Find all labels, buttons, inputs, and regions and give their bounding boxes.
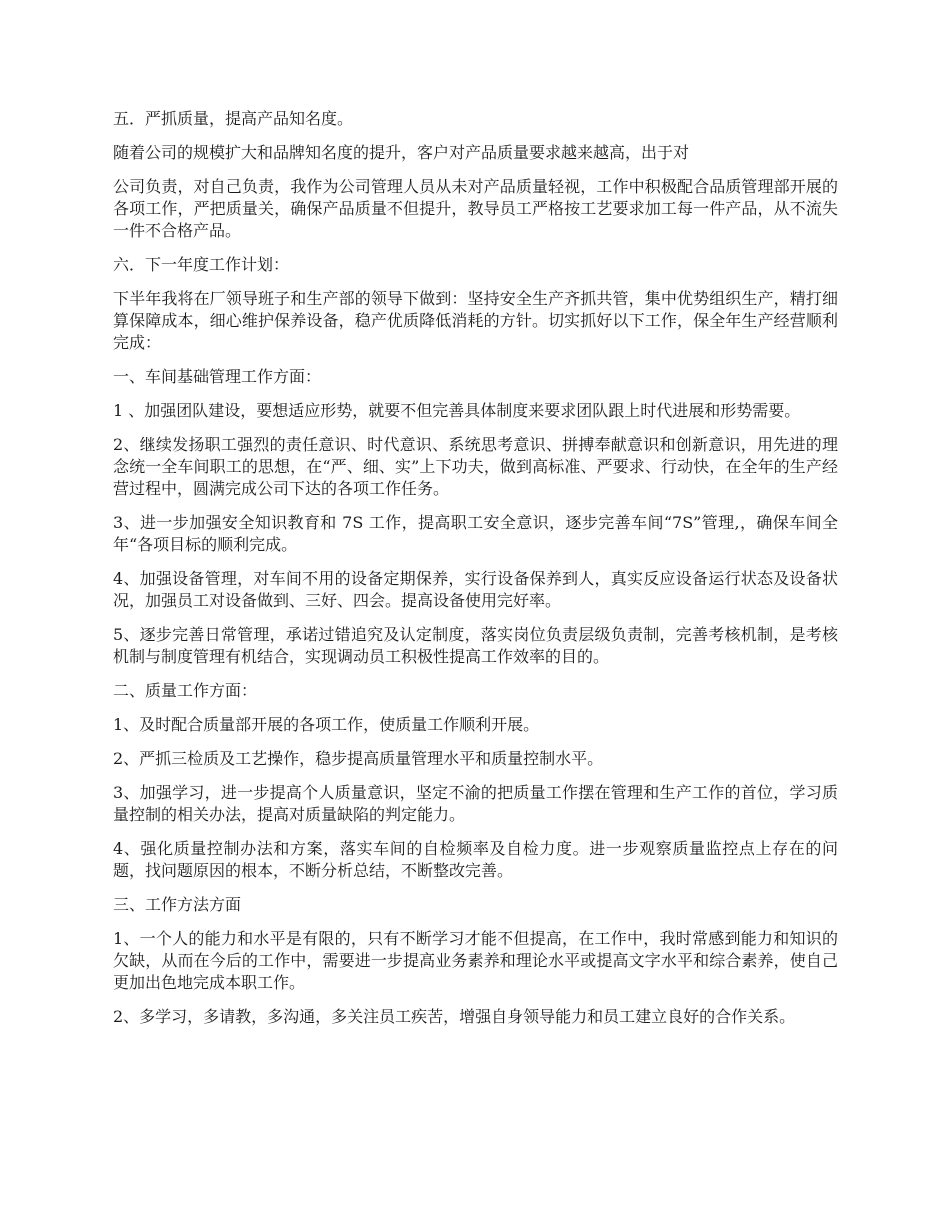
list-item: 1、及时配合质量部开展的各项工作，使质量工作顺利开展。 bbox=[113, 715, 540, 734]
list-item: 2、继续发扬职工强烈的责任意识、时代意识、系统思考意识、拼搏奉献意识和创新意识，用先进的理念统一全车间职工的思想，在“严、细、实”上下功夫，做到高标准、严要求、行动快，在全年的生产经营过程中，圆满完成公司下达的各项工作任务。 bbox=[113, 435, 838, 498]
paragraph-text: 随着公司的规模扩大和品牌知名度的提升，客户对产品质量要求越来越高，出于对 bbox=[113, 143, 690, 162]
list-item: 2、多学习，多请教，多沟通，多关注员工疾苦，增强自身领导能力和员工建立良好的合作关系。 bbox=[113, 1007, 796, 1026]
list-item: 4、加强设备管理，对车间不用的设备定期保养，实行设备保养到人，真实反应设备运行状态及设备状况，加强员工对设备做到、三好、四会。提高设备使用完好率。 bbox=[113, 569, 838, 610]
section-heading-quality: 五．严抓质量，提高产品知名度。 bbox=[113, 109, 354, 128]
paragraph-text: 公司负责，对自己负责，我作为公司管理人员从未对产品质量轻视，工作中积极配合品质管理部开展的各项工作，严把质量关，确保产品质量不但提升，教导员工严格按工艺要求加工每一件产品，从不流失一件不合格产品。 bbox=[113, 177, 838, 240]
list-item: 4、强化质量控制办法和方案，落实车间的自检频率及自检力度。进一步观察质量监控点上存在的问题，找问题原因的根本，不断分析总结，不断整改完善。 bbox=[113, 839, 838, 880]
list-item: 1、一个人的能力和水平是有限的，只有不断学习才能不但提高，在工作中，我时常感到能力和知识的欠缺，从而在今后的工作中，需要进一步提高业务素养和理论水平或提高文字水平和综合素养，使自己更加出色地完成本职工作。 bbox=[113, 929, 838, 992]
list-item: 1 、加强团队建设，要想适应形势，就要不但完善具体制度来要求团队跟上时代进展和形势需要。 bbox=[113, 401, 801, 420]
section-heading-plan: 六．下一年度工作计划： bbox=[113, 255, 290, 274]
subsection-heading-quality: 二、质量工作方面： bbox=[113, 681, 258, 700]
list-item: 2、严抓三检质及工艺操作，稳步提高质量管理水平和质量控制水平。 bbox=[113, 749, 604, 768]
list-item: 3、进一步加强安全知识教育和 7S 工作，提高职工安全意识，逐步完善车间“7S”管理,，确保车间全年“各项目标的顺利完成。 bbox=[113, 513, 838, 554]
subsection-heading-methods: 三、工作方法方面 bbox=[113, 895, 242, 914]
subsection-heading-workshop: 一、车间基础管理工作方面： bbox=[113, 367, 322, 386]
list-item: 5、逐步完善日常管理，承诺过错追究及认定制度，落实岗位负责层级负责制，完善考核机制，是考核机制与制度管理有机结合，实现调动员工积极性提高工作效率的目的。 bbox=[113, 625, 838, 666]
list-item: 3、加强学习，进一步提高个人质量意识，坚定不渝的把质量工作摆在管理和生产工作的首位，学习质量控制的相关办法，提高对质量缺陷的判定能力。 bbox=[113, 783, 838, 824]
document-body bbox=[113, 108, 838, 1040]
paragraph-text: 下半年我将在厂领导班子和生产部的领导下做到：坚持安全生产齐抓共管，集中优势组织生产，精打细算保障成本，细心维护保养设备，稳产优质降低消耗的方针。切实抓好以下工作，保全年生产经营顺利完成： bbox=[113, 289, 838, 352]
